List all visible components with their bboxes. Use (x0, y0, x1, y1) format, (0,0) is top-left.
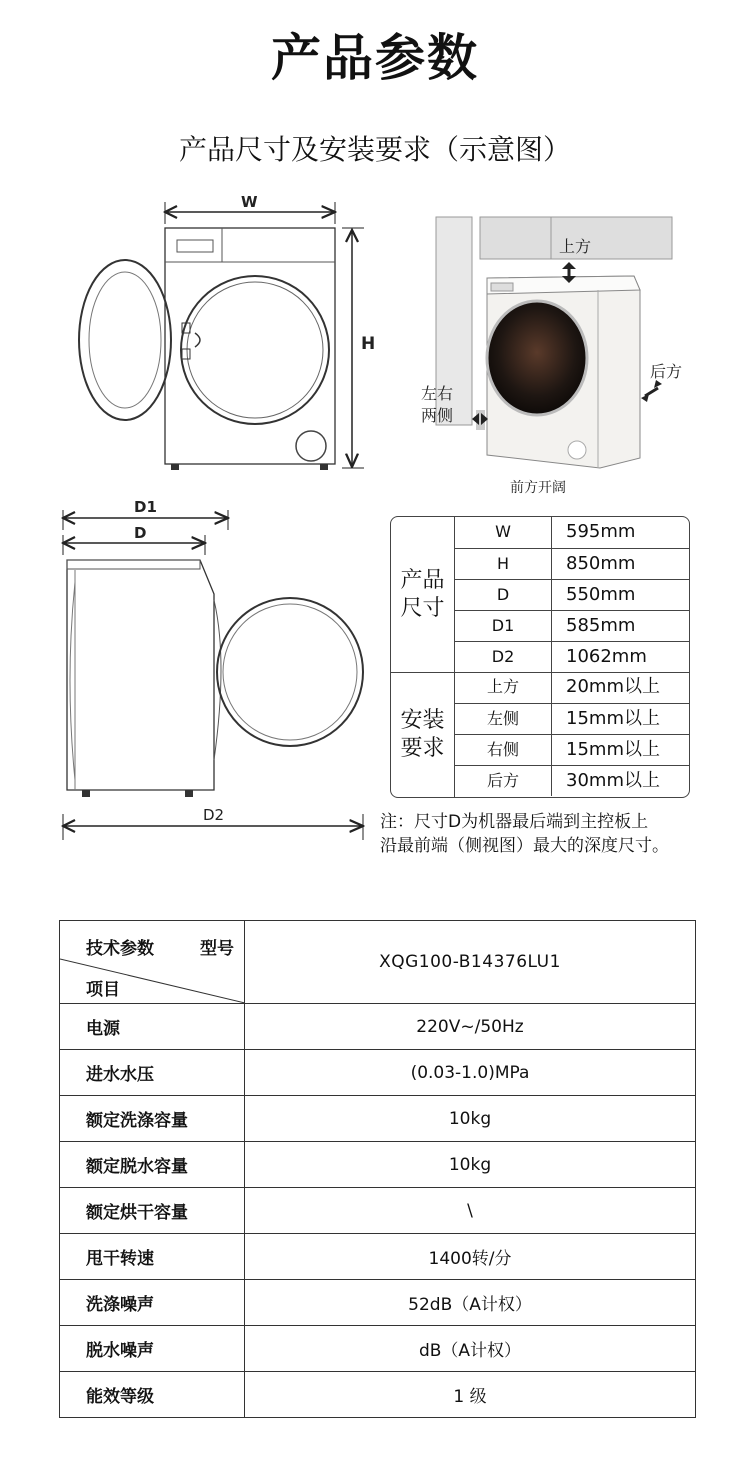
installation-drawing (436, 217, 672, 468)
d2-label: D2 (203, 806, 225, 824)
d-label: D (134, 524, 147, 542)
spec-row: 额定洗涤容量 10kg (60, 1096, 696, 1142)
spec-header-cell: 技术参数 型号 项目 (60, 921, 245, 1004)
model-number: XQG100-B14376LU1 (245, 921, 696, 1004)
technical-spec-table (59, 920, 696, 1418)
top-clearance-label: 上方 (559, 237, 592, 256)
size-row: H 850mm (455, 548, 689, 579)
front-view-drawing (79, 202, 364, 470)
spec-header-row (60, 921, 696, 1004)
install-row: 左侧 15mm以上 (455, 703, 689, 734)
side-clearance-label-line2: 两侧 (421, 406, 454, 425)
page-title: 产品参数 (271, 29, 479, 87)
spec-row: 额定脱水容量 10kg (60, 1142, 696, 1188)
spec-row: 额定烘干容量 \ (60, 1188, 696, 1234)
side-clearance-label-line1: 左右 (421, 384, 454, 403)
dimension-note: 注：尺寸D为机器最后端到主控板上 沿最前端（侧视图）最大的深度尺寸。 (380, 812, 669, 856)
size-requirements-table (390, 516, 690, 798)
back-clearance-label: 后方 (650, 362, 683, 381)
spec-row: 洗涤噪声 52dB（A计权） (60, 1280, 696, 1326)
section-subtitle: 产品尺寸及安装要求（示意图） (178, 133, 571, 166)
install-row: 后方 30mm以上 (455, 765, 689, 796)
install-group-label: 安装要求 (391, 672, 455, 797)
spec-row: 甩干转速 1400转/分 (60, 1234, 696, 1280)
spec-row: 进水水压 (0.03-1.0)MPa (60, 1050, 696, 1096)
spec-row: 电源 220V~/50Hz (60, 1004, 696, 1050)
spec-row: 能效等级 1 级 (60, 1372, 696, 1418)
size-row: D2 1062mm (455, 641, 689, 672)
size-group-label: 产品尺寸 (391, 517, 455, 672)
height-label: H (361, 334, 376, 354)
size-row: W 595mm (455, 517, 689, 548)
size-row: D 550mm (455, 579, 689, 610)
width-label: W (241, 193, 258, 211)
d1-label: D1 (134, 498, 157, 516)
side-view-drawing (63, 510, 363, 840)
install-row: 右侧 15mm以上 (455, 734, 689, 765)
spec-row: 脱水噪声 dB（A计权） (60, 1326, 696, 1372)
install-row: 上方 20mm以上 (455, 672, 689, 703)
front-clearance-label: 前方开阔 (510, 480, 566, 496)
size-row: D1 585mm (455, 610, 689, 641)
